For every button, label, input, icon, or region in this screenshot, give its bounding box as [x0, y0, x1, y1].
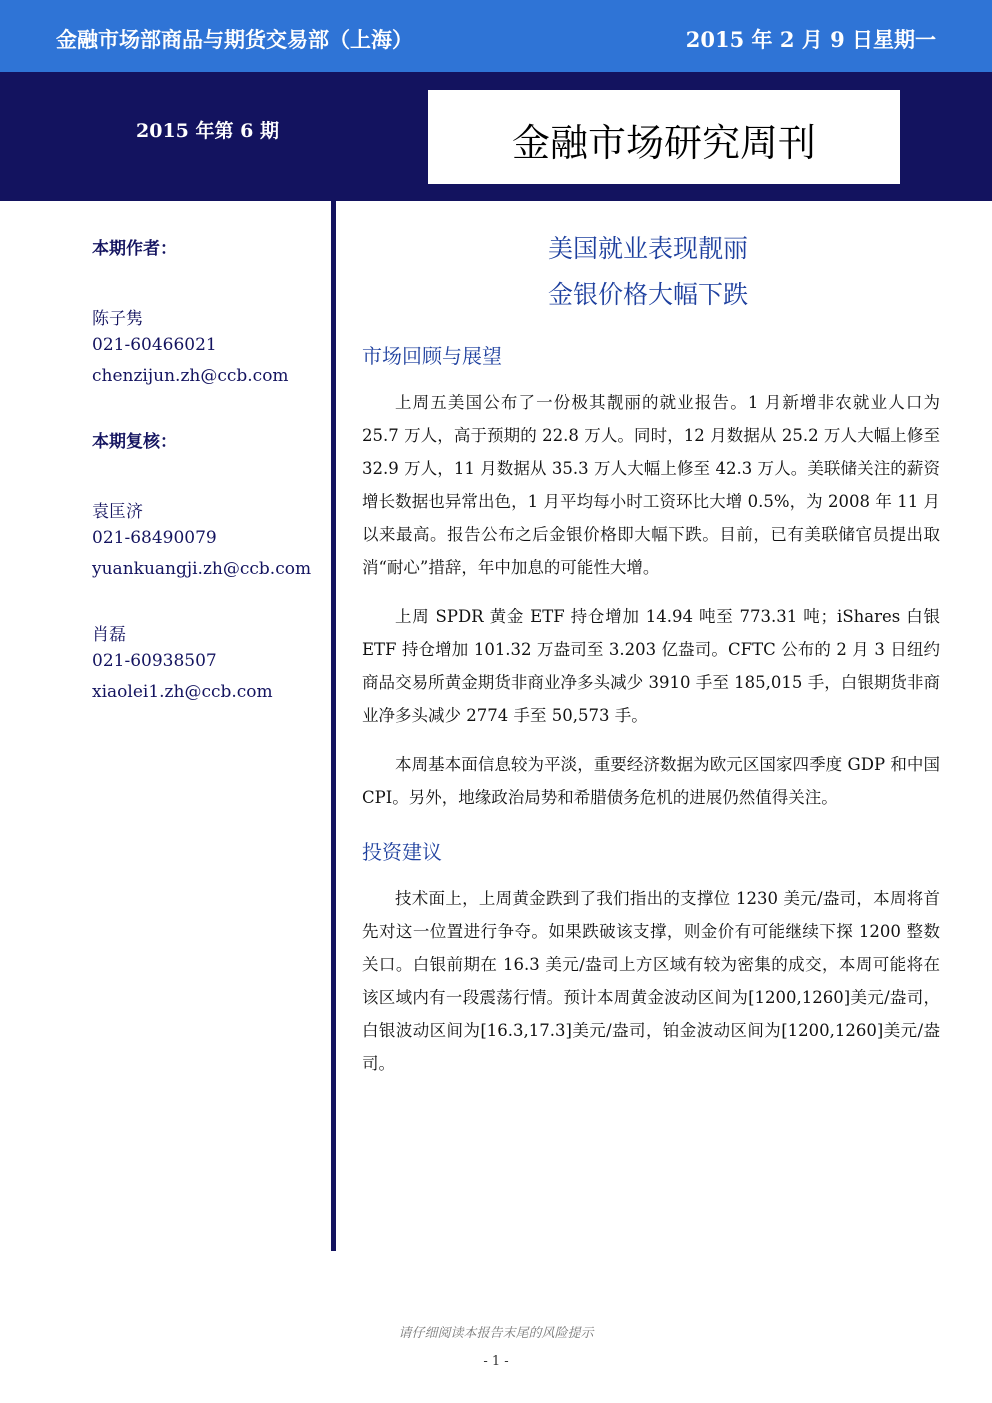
- reviewer-name: 袁匡济: [92, 502, 143, 522]
- headline-line-1: 美国就业表现靓丽: [547, 234, 748, 263]
- reviewers-label: 本期复核：: [92, 432, 177, 452]
- risk-disclaimer-note: 请仔细阅读本报告末尾的风险提示: [398, 1326, 594, 1341]
- issue-number: 2015 年第 6 期: [136, 120, 279, 142]
- paragraph: 技术面上，上周黄金跌到了我们指出的支撑位 1230 美元/盎司，本周将首先对这一位置进行争夺。如果跌破该支撑，则金价有可能继续下探 1200 整数关口。白银前期在 16.3 美元/盎司上方区域有较为密集的成交，本周可能将在该区域内有一段震荡行情。预计本周黄金波动区间为[1200,1260]美元/盎司，白银波动区间为[16.3,17.3]美元/盎司，铂金波动区间为[1200,1260]美元/盎司。: [362, 889, 940, 1073]
- department-name: 金融市场部商品与期货交易部（上海）: [56, 27, 413, 52]
- authors-label: 本期作者：: [92, 239, 177, 259]
- sidebar: [92, 234, 324, 713]
- publication-title: 金融市场研究周刊: [511, 121, 816, 165]
- paragraph: 上周五美国公布了一份极其靓丽的就业报告。1 月新增非农就业人口为 25.7 万人，高于预期的 22.8 万人。同时，12 月数据从 25.2 万人大幅上修至 32.9 万人，11 月数据从 35.3 万人大幅上修至 42.3 万人。美联储关注的薪资增长数据也异常出色，1 月平均每小时工资环比大增 0.5%，为 2008 年 11 月以来最高。报告公布之后金银价格即大幅下跌。目前，已有美联储官员提出取消“耐心”措辞，年中加息的可能性大增。: [362, 393, 940, 577]
- paragraph: 本周基本面信息较为平淡，重要经济数据为欧元区国家四季度 GDP 和中国 CPI。另外，地缘政治局势和希腊债务危机的进展仍然值得关注。: [362, 755, 940, 807]
- reviewer-name: 肖磊: [92, 625, 126, 645]
- main-content: [362, 226, 940, 1080]
- page-number: - 1 -: [483, 1354, 509, 1369]
- title-box: [428, 90, 900, 184]
- author-name: 陈子隽: [92, 309, 143, 329]
- reviewer-email[interactable]: yuankuangji.zh@ccb.com: [92, 559, 312, 579]
- top-bar: [0, 0, 992, 72]
- headline-line-2: 金银价格大幅下跌: [547, 280, 748, 309]
- report-date: 2015 年 2 月 9 日星期一: [685, 27, 936, 52]
- author-email[interactable]: chenzijun.zh@ccb.com: [92, 366, 289, 386]
- author-phone: 021-60466021: [92, 335, 217, 355]
- column-divider: [331, 201, 336, 1251]
- paragraph: 上周 SPDR 黄金 ETF 持仓增加 14.94 吨至 773.31 吨；iShares 白银 ETF 持仓增加 101.32 万盎司至 3.203 亿盎司。CFTC 公布的 2 月 3 日纽约商品交易所黄金期货非商业净多头减少 3910 手至 185,015 手，白银期货非商业净多头减少 2774 手至 50,573 手。: [362, 607, 940, 725]
- reviewer-email[interactable]: xiaolei1.zh@ccb.com: [92, 682, 273, 702]
- reviewer-phone: 021-60938507: [92, 651, 217, 671]
- section-heading-investment-advice: 投资建议: [362, 840, 442, 864]
- section-heading-market-review: 市场回顾与展望: [362, 344, 502, 368]
- reviewer-phone: 021-68490079: [92, 528, 217, 548]
